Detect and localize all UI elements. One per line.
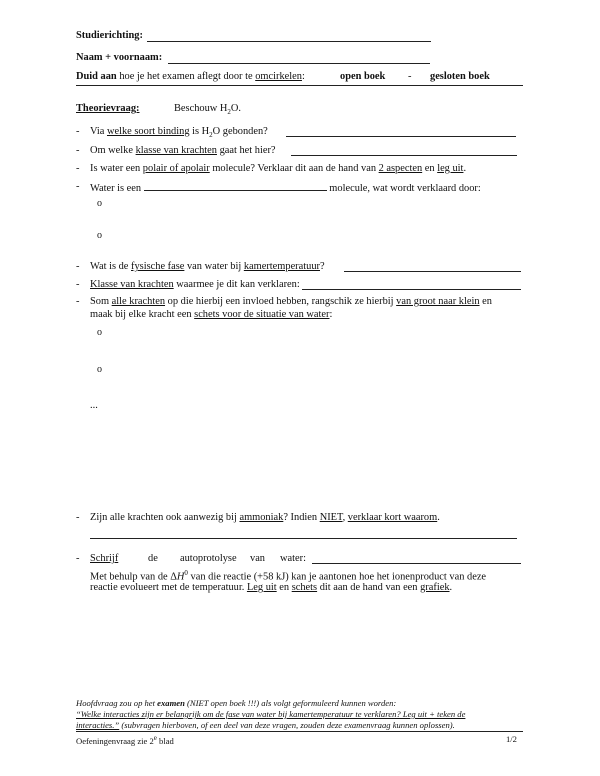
footer-oefeningenvraag: Oefeningenvraag zie 2e blad <box>76 734 174 746</box>
header-divider <box>76 85 523 86</box>
bullet-circle: o <box>97 230 102 241</box>
question-autoprotolyse: Schrijf de autoprotolyse van water: <box>90 553 306 564</box>
page-number: 1/2 <box>506 734 517 744</box>
footer-divider <box>76 731 523 732</box>
dash: - <box>76 553 80 564</box>
bullet-circle: o <box>97 327 102 338</box>
question-klasse: Om welke klasse van krachten gaat het hier? <box>90 145 276 156</box>
naam-label: Naam + voornaam: <box>76 52 163 63</box>
answer-line-autoprotolyse[interactable] <box>312 563 521 564</box>
question-alle-krachten: Som alle krachten op die hierbij een invloed hebben, rangschik ze hierbij van groot naar klein en <box>90 296 492 307</box>
dash: - <box>76 279 80 290</box>
theory-intro: Beschouw $H_2O$. <box>174 103 241 117</box>
question-alle-krachten-line2: maak bij elke kracht een schets voor de situatie van water: <box>90 309 333 320</box>
dash: - <box>76 126 80 137</box>
studierichting-label: Studierichting: <box>76 30 143 41</box>
option-open-boek[interactable]: open boek <box>340 71 386 82</box>
footer-note-2: “Welke interacties zijn er belangrijk om de fase van water bij kamertemperatuur te verklaren? Leg uit + teken de <box>76 709 466 719</box>
answer-line-ammoniak[interactable] <box>90 538 517 539</box>
question-ammoniak: Zijn alle krachten ook aanwezig bij ammoniak? Indien NIET, verklaar kort waarom. <box>90 512 440 523</box>
footer-note-3: interacties.” (subvragen hierboven, of een deel van deze vragen, zouden deze examenvraag kunnen oplossen). <box>76 720 455 730</box>
dash: - <box>76 261 80 272</box>
answer-line-klasse-krachten[interactable] <box>302 289 521 290</box>
dash: - <box>76 512 80 523</box>
answer-line-binding[interactable] <box>286 136 516 137</box>
question-water-is-een: Water is een molecule, wat wordt verklaard door: <box>90 183 481 194</box>
question-fysische-fase: Wat is de fysische fase van water bij kamertemperatuur? <box>90 261 325 272</box>
theorievraag-label: Theorievraag: <box>76 103 140 114</box>
option-gesloten-boek[interactable]: gesloten boek <box>430 71 490 82</box>
footer-note-1: Hoofdvraag zou op het examen (NIET open boek !!!) als volgt geformuleerd kunnen worden: <box>76 698 397 708</box>
question-klasse-krachten: Klasse van krachten waarmee je dit kan verklaren: <box>90 279 300 290</box>
question-ionenproduct: reactie evolueert met de temperatuur. Leg uit en schets dit aan de hand van een grafiek. <box>90 582 453 593</box>
question-polair: Is water een polair of apolair molecule? Verklaar dit aan de hand van 2 aspecten en leg uit. <box>90 163 467 174</box>
studierichting-field[interactable] <box>147 41 431 42</box>
option-separator: - <box>408 71 412 82</box>
dash: - <box>76 296 80 307</box>
dash: - <box>76 181 80 192</box>
dash: - <box>76 163 80 174</box>
dash: - <box>76 145 80 156</box>
question-delta-h: Met behulp van de $\Delta H^0$ van die reactie (+58 kJ) kan je aantonen hoe het ionenproduct van deze <box>90 569 487 583</box>
ellipsis: ... <box>90 400 98 411</box>
bullet-circle: o <box>97 364 102 375</box>
duid-aan-line: Duid aan hoe je het examen aflegt door te omcirkelen: <box>76 71 305 82</box>
bullet-circle: o <box>97 198 102 209</box>
naam-field[interactable] <box>168 63 430 64</box>
answer-line-fase[interactable] <box>344 271 521 272</box>
answer-blank-water[interactable] <box>144 181 327 191</box>
answer-line-klasse[interactable] <box>291 155 517 156</box>
question-binding: Via welke soort binding is $H_2O$ gebonden? <box>90 126 268 140</box>
